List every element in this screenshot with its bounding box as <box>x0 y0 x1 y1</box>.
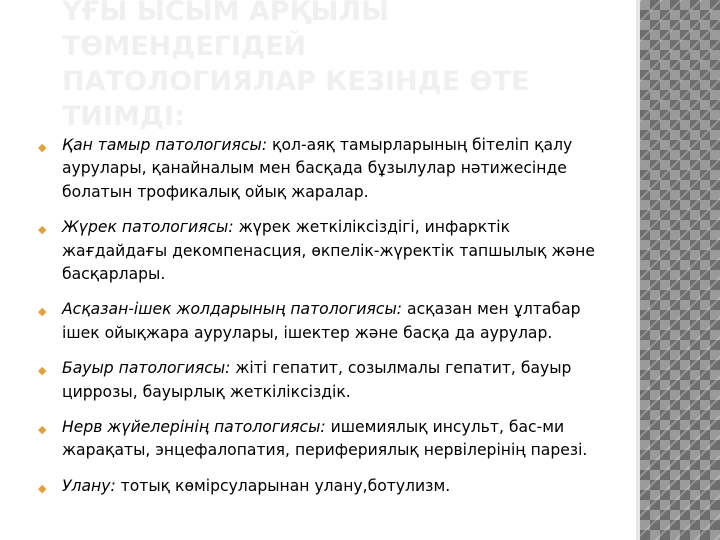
title-line: ПАТОЛОГИЯЛАР КЕЗІНДЕ ӨТЕ <box>62 66 530 97</box>
slide-title <box>62 0 622 134</box>
decorative-pattern-strip <box>640 0 720 540</box>
bullet-item <box>38 216 618 286</box>
bullet-text: ишемиялық инсульт, бас-ми жарақаты, энцефалопатия, перифериялық нервілерінің парезі. <box>62 418 588 460</box>
bullet-item <box>38 416 618 463</box>
bullet-term: Улану: <box>62 476 116 495</box>
bullet-term: Нерв жүйелерінің патологиясы: <box>62 418 326 437</box>
bullet-term: Асқазан-ішек жолдарының патологиясы: <box>62 300 403 319</box>
title-line: ТИІМДІ: <box>62 101 185 132</box>
bullet-text: тотық көмірсуларынан улану,ботулизм. <box>115 476 451 495</box>
bullet-marker-icon: ◆ <box>38 481 47 495</box>
bullet-text: қол-аяқ тамырларының бітеліп қалу аурулары, қанайналым мен басқада бұзылулар нәтижесінде болатын трофикалық ойық жаралар. <box>62 136 573 201</box>
bullet-text: асқазан мен ұлтабар ішек ойықжара аурулары, ішектер және басқа да аурулар. <box>62 300 581 342</box>
bullet-marker-icon: ◆ <box>38 223 47 237</box>
bullet-item <box>38 357 618 404</box>
bullet-item <box>38 298 618 345</box>
bullet-text: жүрек жеткіліксіздігі, инфарктік жағдайдағы декомпенасция, өкпелік-жүректік тапшылық және басқарлары. <box>62 218 595 284</box>
bullet-text: жіті гепатит, созылмалы гепатит, бауыр циррозы, бауырлық жеткіліксіздік. <box>62 359 572 401</box>
bullet-term: Жүрек патологиясы: <box>62 218 234 237</box>
bullet-marker-icon: ◆ <box>38 423 47 437</box>
bullet-marker-icon: ◆ <box>38 305 47 319</box>
title-line: ТӨМЕНДЕГІДЕЙ <box>62 31 307 62</box>
bullet-marker-icon: ◆ <box>38 364 47 378</box>
bullet-marker-icon: ◆ <box>38 141 47 154</box>
title-line: ҮҒЫ ЫСЫМ АРҚЫЛЫ <box>62 0 389 27</box>
bullet-list <box>38 134 618 510</box>
bullet-item <box>38 134 618 204</box>
bullet-item <box>38 475 618 498</box>
bullet-term: Қан тамыр патологиясы: <box>62 136 268 154</box>
bullet-term: Бауыр патологиясы: <box>62 359 231 378</box>
